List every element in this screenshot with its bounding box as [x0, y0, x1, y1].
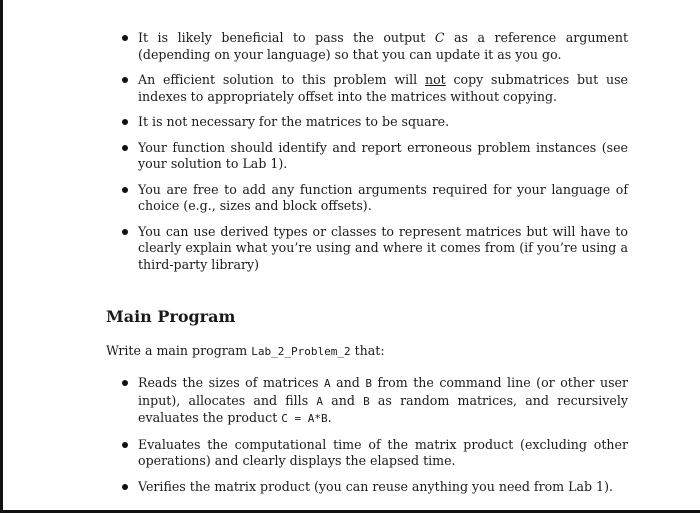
bullet-icon: [122, 35, 128, 41]
list-item: Evaluates the computational time of the matrix product (excluding other operations) and clearly displays the elapsed time.: [120, 437, 628, 470]
list-item: Reads the sizes of matrices A and B from the command line (or other user input), allocates and fills A and B as random matrices, and recursively evaluates the product C = A*B.: [120, 375, 628, 428]
left-frame-border: [0, 0, 3, 513]
bullet-icon: [122, 187, 128, 193]
list-item: An efficient solution to this problem will not copy submatrices but use indexes to appropriately offset into the matrices without copying.: [120, 72, 628, 105]
list-item: You can use derived types or classes to represent matrices but will have to clearly explain what you’re using and where it comes from (if you’re using a third-party library): [120, 224, 628, 274]
requirements-list: [120, 30, 628, 273]
list-item: It is likely beneficial to pass the output C as a reference argument (depending on your language) so that you can update it as you go.: [120, 30, 628, 63]
program-name: Lab_2_Problem_2: [251, 345, 351, 358]
bullet-icon: [122, 145, 128, 151]
intro-paragraph: Write a main program Lab_2_Problem_2 that:: [106, 343, 385, 358]
bullet-icon: [122, 380, 128, 386]
list-item: You are free to add any function arguments required for your language of choice (e.g., sizes and block offsets).: [120, 182, 628, 215]
list-item: Your function should identify and report erroneous problem instances (see your solution to Lab 1).: [120, 140, 628, 173]
bullet-icon: [122, 119, 128, 125]
bullet-icon: [122, 484, 128, 490]
bullet-icon: [122, 77, 128, 83]
bullet-icon: [122, 229, 128, 235]
list-item: Verifies the matrix product (you can reuse anything you need from Lab 1).: [120, 479, 628, 496]
section-heading: Main Program: [106, 307, 236, 326]
main-program-list: [120, 375, 628, 495]
list-item: It is not necessary for the matrices to be square.: [120, 114, 628, 131]
bullet-icon: [122, 442, 128, 448]
